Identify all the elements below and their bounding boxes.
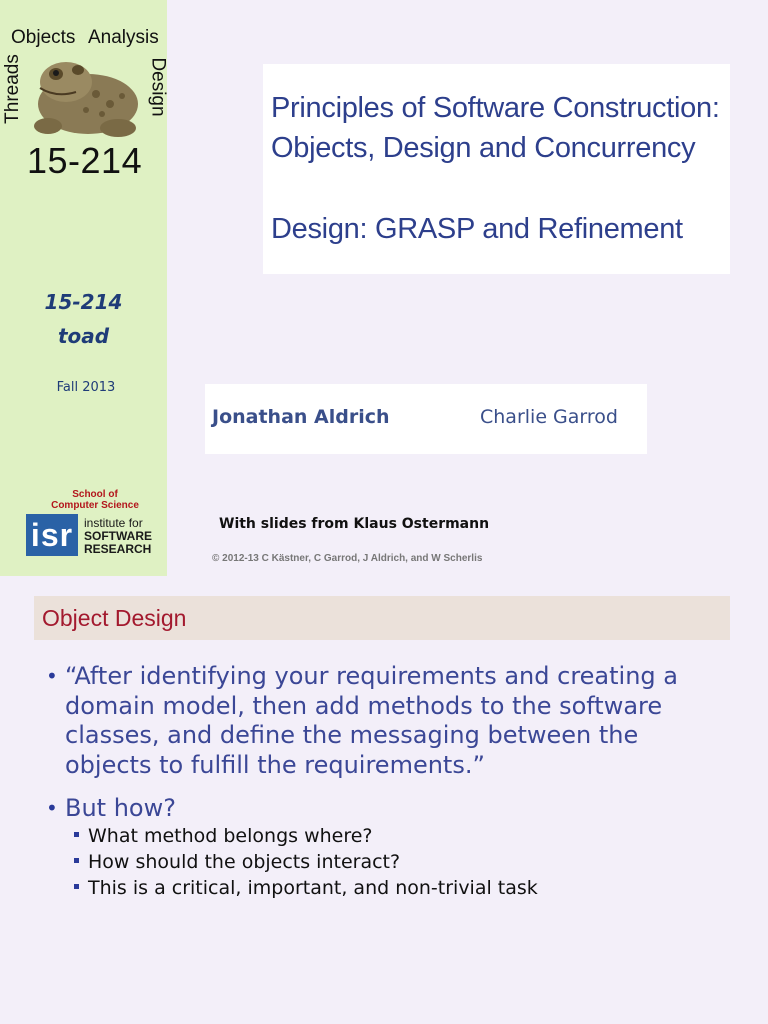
logo-word-threads: Threads	[1, 54, 23, 124]
content-slide-header	[34, 596, 730, 640]
sub-bullet-item	[74, 877, 538, 899]
logo-word-analysis: Analysis	[88, 27, 159, 48]
bullet-icon: •	[46, 664, 58, 688]
course-logo	[0, 0, 167, 190]
credit-line: With slides from Klaus Ostermann	[219, 516, 490, 532]
logo-word-design: Design	[147, 57, 169, 117]
sub-bullet-text: How should the objects interact?	[88, 851, 401, 873]
isr-line3: RESEARCH	[84, 542, 152, 556]
sidebar-course-nickname: toad	[57, 324, 110, 348]
square-bullet-icon	[74, 884, 79, 889]
bullet-icon: •	[46, 796, 58, 820]
sidebar-course-number: 15-214	[44, 290, 123, 314]
sidebar-term: Fall 2013	[56, 380, 116, 395]
copyright-line: © 2012-13 C Kästner, C Garrod, J Aldrich, and W Scherlis	[212, 553, 483, 564]
isr-line2: SOFTWARE	[84, 529, 152, 543]
school-of-cs-logo	[40, 489, 150, 511]
title-box	[263, 64, 730, 274]
sidebar-course	[0, 285, 167, 353]
isr-logo-icon: isr	[26, 514, 78, 556]
sub-bullet-item	[74, 851, 400, 873]
sub-bullet-text: What method belongs where?	[88, 825, 373, 847]
logo-word-objects: Objects	[11, 27, 76, 48]
logo-course-number: 15-214	[27, 140, 143, 181]
square-bullet-icon	[74, 832, 79, 837]
author-box	[205, 384, 647, 454]
sidebar	[0, 0, 167, 576]
sub-bullet-item	[74, 825, 373, 847]
bullet-quote-text: “After identifying your requirements and creating a domain model, then add methods to the software classes, and define the messaging between the objects to fulfill the requirements.”	[65, 662, 678, 779]
square-bullet-icon	[74, 858, 79, 863]
school-line2: Computer Science	[51, 500, 139, 511]
sub-bullet-text: This is a critical, important, and non-trivial task	[88, 877, 538, 899]
author-primary: Jonathan Aldrich	[212, 406, 390, 428]
bullet-question-text: But how?	[65, 794, 176, 822]
toad-icon	[26, 48, 144, 144]
slide-title-line2: Objects, Design and Concurrency	[271, 132, 696, 164]
slide-title-line1: Principles of Software Construction:	[271, 92, 720, 124]
school-line1: School of	[72, 489, 118, 500]
isr-logo-text	[84, 517, 152, 556]
isr-line1: institute for	[84, 516, 143, 530]
author-secondary: Charlie Garrod	[480, 406, 618, 428]
slide-subtitle: Design: GRASP and Refinement	[271, 213, 683, 245]
content-slide-title: Object Design	[42, 605, 187, 631]
